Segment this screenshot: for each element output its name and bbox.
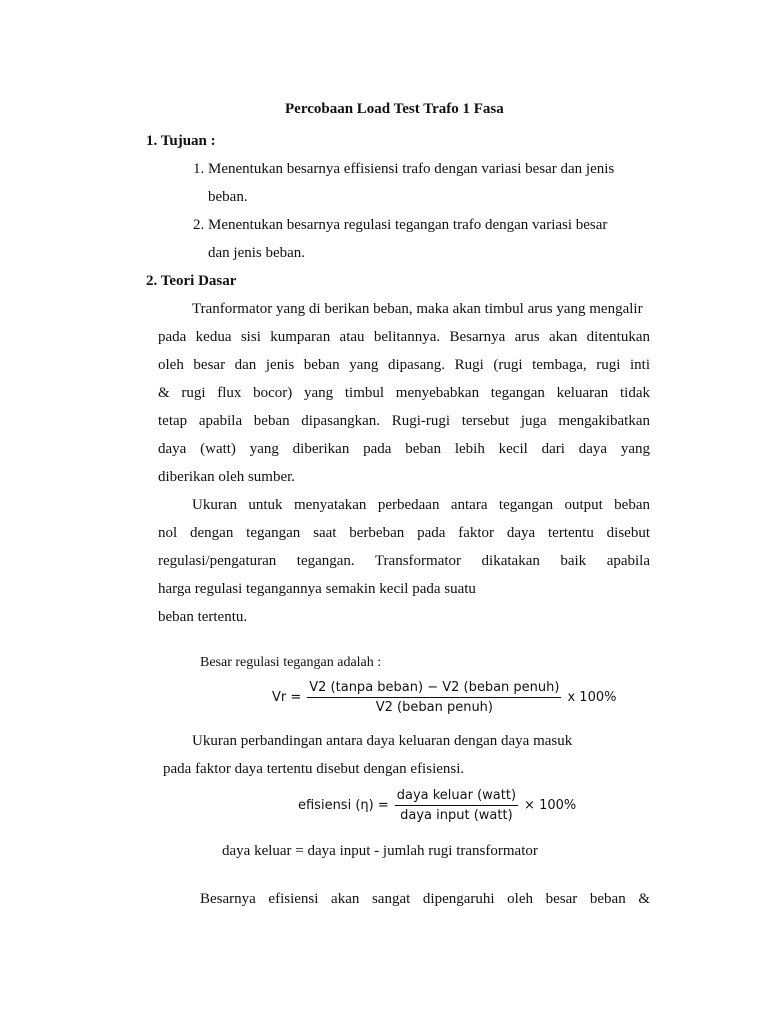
efficiency-definition: daya keluar = daya input - jumlah rugi transformator — [222, 843, 538, 859]
paragraph-line: harga regulasi tegangannya semakin kecil pada suatu — [158, 581, 476, 597]
equation-denominator: V2 (beban penuh) — [375, 700, 493, 715]
paragraph-line: beban tertentu. — [158, 609, 248, 625]
equation-rhs: x 100% — [567, 690, 617, 705]
list-item-continuation: beban. — [208, 189, 248, 205]
paragraph-line: Tranformator yang di berikan beban, maka akan timbul arus yang mengalir — [192, 301, 643, 317]
paragraph-line: regulasi/pengaturan tegangan. Transformator dikatakan baik apabila — [158, 553, 650, 569]
paragraph-line: Ukuran untuk menyatakan perbedaan antara tegangan output beban — [192, 497, 650, 513]
paragraph-line: oleh besar dan jenis beban yang dipasang. Rugi (rugi tembaga, rugi inti — [158, 357, 650, 373]
regulation-intro: Besar regulasi tegangan adalah : — [200, 655, 382, 670]
paragraph-line: diberikan oleh sumber. — [158, 469, 296, 485]
paragraph-line: pada kedua sisi kumparan atau belitannya. Besarnya arus akan ditentukan — [158, 329, 650, 345]
list-item: 2. Menentukan besarnya regulasi tegangan trafo dengan variasi besar — [193, 217, 608, 233]
list-item-continuation: dan jenis beban. — [208, 245, 306, 261]
equation-rhs: × 100% — [524, 798, 577, 813]
paragraph-line: tetap apabila beban dipasangkan. Rugi-rugi tersebut juga mengakibatkan — [158, 413, 650, 429]
equation-numerator: V2 (tanpa beban) − V2 (beban penuh) — [309, 680, 560, 695]
equation-denominator: daya input (watt) — [400, 808, 513, 823]
equation-numerator: daya keluar (watt) — [396, 788, 517, 803]
paragraph-line: nol dengan tegangan saat berbeban pada faktor daya tertentu disebut — [158, 525, 650, 541]
paragraph-line: daya (watt) yang diberikan pada beban lebih kecil dari daya yang — [158, 441, 650, 457]
equation-lhs: Vr = — [272, 690, 302, 705]
equation-fraction — [395, 788, 518, 823]
page-title: Percobaan Load Test Trafo 1 Fasa — [285, 101, 504, 117]
equation-fraction — [307, 680, 561, 715]
section-heading-tujuan: 1. Tujuan : — [146, 133, 216, 149]
section-heading-teori-dasar: 2. Teori Dasar — [146, 273, 237, 289]
paragraph-line: Ukuran perbandingan antara daya keluaran dengan daya masuk — [192, 733, 573, 749]
paragraph-line: pada faktor daya tertentu disebut dengan efisiensi. — [163, 761, 465, 777]
paragraph-line: Besarnya efisiensi akan sangat dipengaruhi oleh besar beban & — [200, 891, 650, 907]
equation-lhs: efisiensi (η) = — [298, 798, 389, 813]
regulation-equation — [272, 680, 616, 715]
paragraph-line: & rugi flux bocor) yang timbul menyebabkan tegangan keluaran tidak — [158, 385, 650, 401]
list-item: 1. Menentukan besarnya effisiensi trafo dengan variasi besar dan jenis — [193, 161, 615, 177]
efficiency-equation — [298, 788, 576, 823]
